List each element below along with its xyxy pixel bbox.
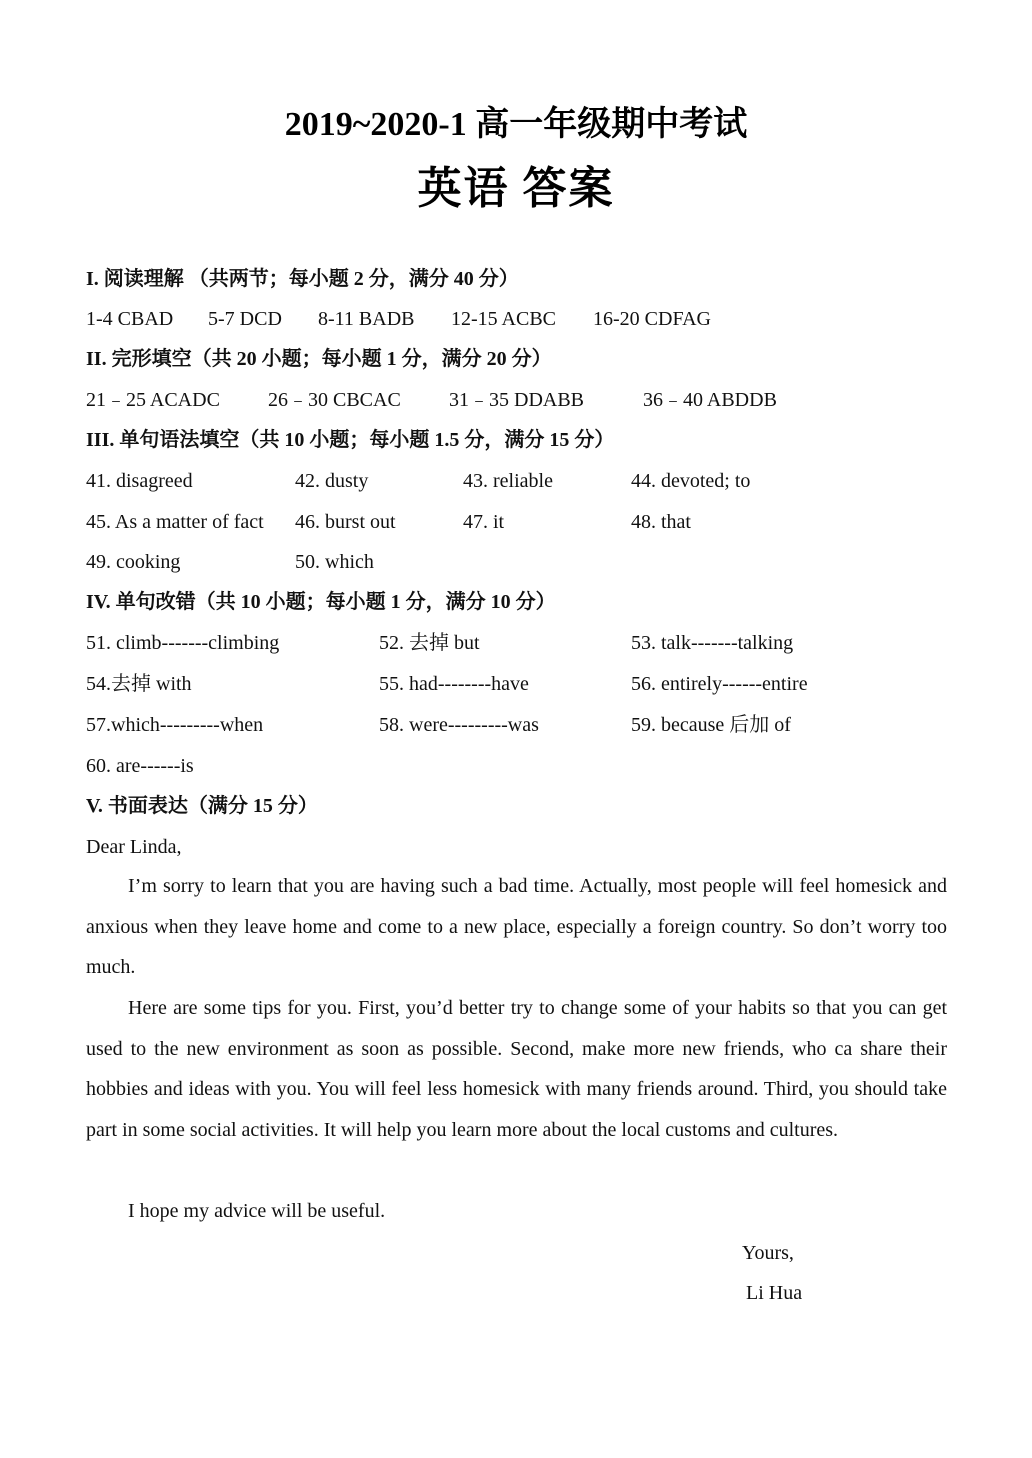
answer-item: 57.which---------when — [86, 714, 264, 736]
letter-salutation: Dear Linda, — [86, 836, 182, 858]
answer-item: 16-20 CDFAG — [593, 308, 711, 330]
section-4-heading: IV. 单句改错（共 10 小题；每小题 1 分，满分 10 分） — [86, 591, 556, 613]
answer-item: 55. had--------have — [379, 673, 529, 695]
answer-item: 58. were---------was — [379, 714, 539, 736]
answer-item: 50. which — [295, 551, 374, 573]
letter-paragraph: Here are some tips for you. First, you’d better try to change some of your habits so that you can get used to the new environment as soon as possible. Second, make more new friends, who ca share their hobbies and ideas with you. You will feel less homesick with many friends around. Third, you should take part in some social activities. It will help you learn more about the local customs and cultures. — [86, 997, 947, 1141]
section-1-heading: I. 阅读理解 （共两节；每小题 2 分，满分 40 分） — [86, 268, 519, 290]
answer-item: 21﹣25 ACADC — [86, 389, 220, 411]
answer-item: 44. devoted; to — [631, 470, 751, 492]
answer-item: 48. that — [631, 511, 691, 533]
answer-item: 41. disagreed — [86, 470, 193, 492]
answer-item: 49. cooking — [86, 551, 181, 573]
answer-item: 47. it — [463, 511, 505, 533]
page-subtitle: 英语 答案 — [417, 164, 615, 213]
section-5-heading: V. 书面表达（满分 15 分） — [86, 795, 318, 817]
page-title: 2019~2020-1 高一年级期中考试 — [284, 106, 748, 143]
answer-item: 36﹣40 ABDDB — [643, 389, 777, 411]
answer-item: 42. dusty — [295, 470, 369, 492]
answer-item: 5-7 DCD — [208, 308, 282, 330]
answer-item: 26﹣30 CBCAC — [268, 389, 401, 411]
section-3-heading: III. 单句语法填空（共 10 小题；每小题 1.5 分，满分 15 分） — [86, 429, 615, 451]
letter-signature: Li Hua — [746, 1282, 803, 1304]
letter-paragraph: I’m sorry to learn that you are having such a bad time. Actually, most people will feel homesick and anxious when they leave home and come to a new place, especially a foreign country. So don’t worry too much. — [86, 875, 947, 978]
answer-item: 56. entirely------entire — [631, 673, 808, 695]
answer-item: 43. reliable — [463, 470, 553, 492]
answer-item: 52. 去掉 but — [379, 632, 480, 654]
section-2-heading: II. 完形填空（共 20 小题；每小题 1 分，满分 20 分） — [86, 348, 552, 370]
answer-item: 60. are------is — [86, 755, 194, 777]
answer-item: 46. burst out — [295, 511, 396, 533]
answer-item: 54.去掉 with — [86, 673, 192, 695]
answer-item: 31﹣35 DDABB — [449, 389, 585, 411]
letter-closing: Yours, — [742, 1242, 794, 1264]
letter-paragraph: I hope my advice will be useful. — [128, 1200, 386, 1222]
answer-item: 53. talk-------talking — [631, 632, 794, 654]
answer-item: 12-15 ACBC — [451, 308, 557, 330]
answer-item: 51. climb-------climbing — [86, 632, 280, 654]
answer-item: 59. because 后加 of — [631, 714, 791, 736]
answer-item: 8-11 BADB — [318, 308, 415, 330]
answer-item: 1-4 CBAD — [86, 308, 174, 330]
answer-item: 45. As a matter of fact — [86, 511, 264, 533]
